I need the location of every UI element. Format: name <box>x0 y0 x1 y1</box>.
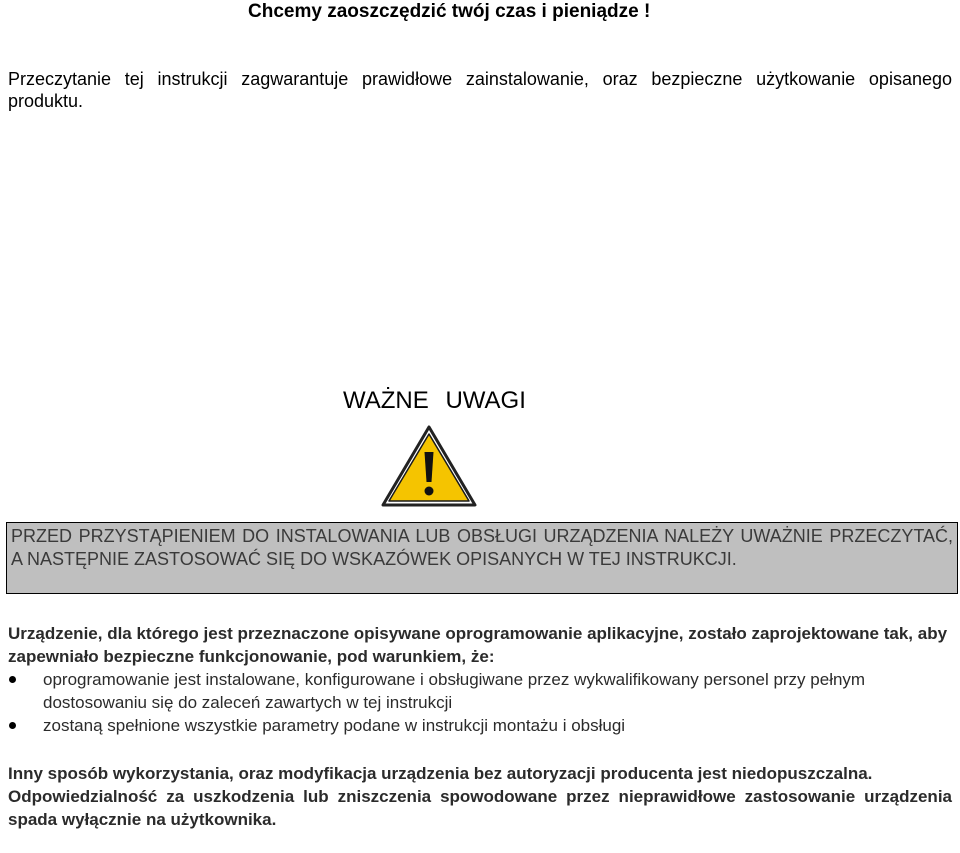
list-item: oprogramowanie jest instalowane, konfigurowane i obsługiwane przez wykwalifikowany personel przy pełnym dostosowaniu się do zaleceń zawartych w tej instrukcji <box>8 668 952 714</box>
warning-triangle-icon <box>380 424 478 508</box>
usage-lead-text: Urządzenie, dla którego jest przeznaczone opisywane oprogramowanie aplikacyjne, zostało zaprojektowane tak, aby zapewniało bezpieczne funkcjonowanie, pod warunkiem, że: <box>8 624 948 666</box>
liability-notice: Odpowiedzialność za uszkodzenia lub zniszczenia spowodowane przez nieprawidłowe zastosowanie urządzenia spada wyłącznie na użytkownika. <box>8 787 952 829</box>
usage-section <box>8 622 952 737</box>
intro-paragraph: Przeczytanie tej instrukcji zagwarantuje prawidłowe zainstalowanie, oraz bezpieczne użytkowanie opisanego produktu. <box>8 69 952 111</box>
warning-notice-box: PRZED PRZYSTĄPIENIEM DO INSTALOWANIA LUB OBSŁUGI URZĄDZENIA NALEŻY UWAŻNIE PRZECZYTAĆ, A NASTĘPNIE ZASTOSOWAĆ SIĘ DO WSKAZÓWEK OPISANYCH W TEJ INSTRUKCJI. <box>6 522 958 594</box>
prohibition-notice: Inny sposób wykorzystania, oraz modyfikacja urządzenia bez autoryzacji producenta jest niedopuszczalna. <box>8 764 873 783</box>
conditions-list <box>8 668 952 737</box>
list-item: zostaną spełnione wszystkie parametry podane w instrukcji montażu i obsługi <box>8 714 952 737</box>
closing-section <box>8 762 952 831</box>
page-headline: Chcemy zaoszczędzić twój czas i pieniądze ! <box>248 1 651 22</box>
warning-title: WAŻNE UWAGI <box>343 387 526 414</box>
